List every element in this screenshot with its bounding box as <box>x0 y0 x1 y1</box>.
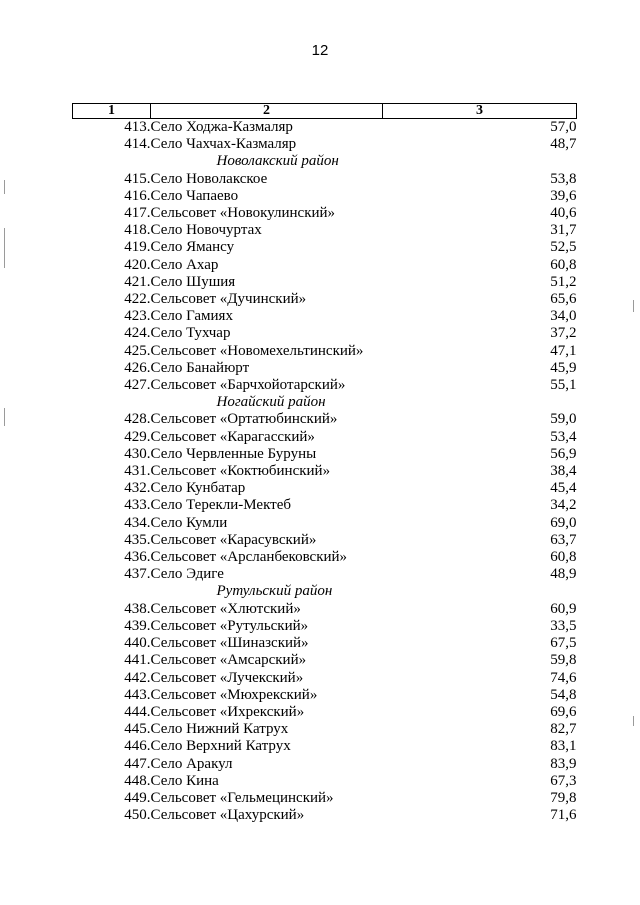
settlement-value: 48,7 <box>550 136 577 153</box>
settlement-name: Село Верхний Катрух <box>150 738 291 755</box>
row-number: 414. <box>124 136 151 153</box>
settlement-value: 53,4 <box>550 428 577 445</box>
row-number: 423. <box>124 308 151 325</box>
settlement-value: 47,1 <box>550 342 577 359</box>
row-number: 433. <box>124 497 151 514</box>
table-row <box>73 497 577 514</box>
table-row <box>73 756 577 773</box>
settlement-name: Сельсовет «Рутульский» <box>150 617 309 634</box>
page-number: 12 <box>311 42 329 59</box>
settlement-value: 60,8 <box>550 549 577 566</box>
settlement-value: 69,0 <box>550 514 577 531</box>
settlement-name: Сельсовет «Лучекский» <box>150 669 304 686</box>
settlement-name: Село Чапаево <box>150 187 239 204</box>
row-number: 445. <box>124 721 151 738</box>
row-number: 434. <box>124 514 151 531</box>
settlement-name: Сельсовет «Карагасский» <box>150 428 315 445</box>
settlement-name: Село Новолакское <box>150 170 268 187</box>
settlement-name: Село Ахар <box>150 256 219 273</box>
row-number: 432. <box>124 480 151 497</box>
table-row <box>73 222 577 239</box>
settlement-value: 45,4 <box>550 480 577 497</box>
column-header: 2 <box>151 104 383 119</box>
table-row <box>73 360 577 377</box>
settlement-value: 34,2 <box>550 497 577 514</box>
settlement-value: 33,5 <box>550 617 577 634</box>
table-row <box>73 343 577 360</box>
settlement-value: 82,7 <box>550 721 577 738</box>
row-number: 446. <box>124 738 151 755</box>
settlement-value: 34,0 <box>550 308 577 325</box>
district-heading-row <box>73 153 577 170</box>
row-number: 413. <box>124 119 151 135</box>
settlement-value: 63,7 <box>550 531 577 548</box>
table-body <box>73 119 577 825</box>
row-number: 448. <box>124 772 151 789</box>
settlement-name: Село Тухчар <box>150 325 231 342</box>
row-number: 435. <box>124 531 151 548</box>
table-row <box>73 136 577 153</box>
table-row <box>73 308 577 325</box>
settlement-value: 67,5 <box>550 635 577 652</box>
settlement-name: Сельсовет «Карасувский» <box>150 531 317 548</box>
settlement-name: Село Червленные Буруны <box>150 445 317 462</box>
row-number: 425. <box>124 342 151 359</box>
row-number: 439. <box>124 617 151 634</box>
settlement-name: Сельсовет «Новокулинский» <box>150 205 336 222</box>
table-row <box>73 429 577 446</box>
settlement-name: Село Ходжа-Казмаляр <box>150 119 293 135</box>
row-number: 440. <box>124 635 151 652</box>
table-row <box>73 566 577 583</box>
table-row <box>73 377 577 394</box>
table-row <box>73 704 577 721</box>
settlement-value: 83,9 <box>550 755 577 772</box>
row-number: 437. <box>124 566 151 583</box>
settlement-name: Село Гамиях <box>150 308 233 325</box>
settlement-name: Село Кунбатар <box>150 480 246 497</box>
district-heading: Рутульский район <box>216 583 333 600</box>
settlement-value: 40,6 <box>550 205 577 222</box>
settlement-value: 60,9 <box>550 600 577 617</box>
table-row <box>73 171 577 188</box>
settlement-name: Сельсовет «Хлютский» <box>150 600 301 617</box>
row-number: 424. <box>124 325 151 342</box>
settlements-table <box>72 103 577 824</box>
settlement-name: Сельсовет «Новомехельтинский» <box>150 342 364 359</box>
table-row <box>73 291 577 308</box>
settlement-name: Село Чахчах-Казмаляр <box>150 136 297 153</box>
settlement-name: Село Шушия <box>150 273 236 290</box>
row-number: 443. <box>124 686 151 703</box>
row-number: 427. <box>124 377 151 394</box>
settlement-name: Сельсовет «Ихрекский» <box>150 703 305 720</box>
table-row <box>73 257 577 274</box>
settlement-value: 65,6 <box>550 291 577 308</box>
district-heading: Ногайский район <box>216 394 326 411</box>
settlement-name: Сельсовет «Барчхойотарский» <box>150 377 346 394</box>
row-number: 444. <box>124 703 151 720</box>
settlement-value: 51,2 <box>550 273 577 290</box>
settlement-name: Село Новочуртах <box>150 222 262 239</box>
settlement-name: Село Кина <box>150 772 219 789</box>
district-heading-row <box>73 583 577 600</box>
settlement-value: 38,4 <box>550 463 577 480</box>
table-row <box>73 618 577 635</box>
settlement-value: 39,6 <box>550 187 577 204</box>
row-number: 429. <box>124 428 151 445</box>
column-header: 1 <box>73 104 151 119</box>
row-number: 447. <box>124 755 151 772</box>
settlement-name: Село Эдиге <box>150 566 224 583</box>
row-number: 428. <box>124 411 151 428</box>
settlement-name: Сельсовет «Коктюбинский» <box>150 463 331 480</box>
table-row <box>73 532 577 549</box>
settlement-value: 57,0 <box>550 119 577 135</box>
table-row <box>73 687 577 704</box>
district-heading-row <box>73 394 577 411</box>
table-row <box>73 274 577 291</box>
settlement-value: 54,8 <box>550 686 577 703</box>
settlement-name: Сельсовет «Дучинский» <box>150 291 307 308</box>
settlement-value: 37,2 <box>550 325 577 342</box>
settlement-name: Село Нижний Катрух <box>150 721 289 738</box>
table-row <box>73 773 577 790</box>
table-row <box>73 549 577 566</box>
settlement-value: 53,8 <box>550 170 577 187</box>
row-number: 430. <box>124 445 151 462</box>
settlement-name: Сельсовет «Арсланбековский» <box>150 549 348 566</box>
settlement-name: Село Банайюрт <box>150 359 250 376</box>
row-number: 415. <box>124 170 151 187</box>
settlement-value: 48,9 <box>550 566 577 583</box>
table-row <box>73 205 577 222</box>
settlement-name: Сельсовет «Гельмецинский» <box>150 789 334 806</box>
table-row <box>73 239 577 256</box>
table-row <box>73 446 577 463</box>
settlement-value: 59,8 <box>550 652 577 669</box>
row-number: 421. <box>124 273 151 290</box>
settlement-name: Село Аракул <box>150 755 233 772</box>
settlement-name: Село Терекли-Мектеб <box>150 497 292 514</box>
column-header: 3 <box>383 104 577 119</box>
table-row <box>73 188 577 205</box>
table-row <box>73 411 577 428</box>
table-row <box>73 652 577 669</box>
row-number: 416. <box>124 187 151 204</box>
settlement-name: Сельсовет «Мюхрекский» <box>150 686 318 703</box>
row-number: 418. <box>124 222 151 239</box>
table-row <box>73 738 577 755</box>
row-number: 436. <box>124 549 151 566</box>
row-number: 420. <box>124 256 151 273</box>
row-number: 426. <box>124 359 151 376</box>
settlement-value: 59,0 <box>550 411 577 428</box>
settlement-name: Село Кумли <box>150 514 228 531</box>
settlement-name: Сельсовет «Цахурский» <box>150 807 305 824</box>
settlement-name: Сельсовет «Амсарский» <box>150 652 307 669</box>
settlement-value: 31,7 <box>550 222 577 239</box>
row-number: 419. <box>124 239 151 256</box>
row-number: 438. <box>124 600 151 617</box>
table-row <box>73 807 577 824</box>
row-number: 441. <box>124 652 151 669</box>
table-row <box>73 635 577 652</box>
table-row <box>73 721 577 738</box>
settlement-name: Сельсовет «Ортатюбинский» <box>150 411 338 428</box>
settlement-name: Село Ямансу <box>150 239 235 256</box>
row-number: 450. <box>124 807 151 824</box>
settlement-value: 60,8 <box>550 256 577 273</box>
table-row <box>73 480 577 497</box>
settlement-value: 74,6 <box>550 669 577 686</box>
row-number: 449. <box>124 789 151 806</box>
table-row <box>73 119 577 137</box>
settlement-value: 56,9 <box>550 445 577 462</box>
settlement-value: 79,8 <box>550 789 577 806</box>
row-number: 442. <box>124 669 151 686</box>
row-number: 431. <box>124 463 151 480</box>
row-number: 417. <box>124 205 151 222</box>
table-row <box>73 515 577 532</box>
settlement-value: 45,9 <box>550 359 577 376</box>
settlement-value: 67,3 <box>550 772 577 789</box>
settlement-value: 83,1 <box>550 738 577 755</box>
settlement-value: 55,1 <box>550 377 577 394</box>
table-row <box>73 670 577 687</box>
row-number: 422. <box>124 291 151 308</box>
district-heading: Новолакский район <box>216 153 339 170</box>
table-header-row <box>73 104 577 119</box>
table-row <box>73 601 577 618</box>
table-row <box>73 463 577 480</box>
settlement-value: 69,6 <box>550 703 577 720</box>
settlement-value: 71,6 <box>550 807 577 824</box>
settlement-name: Сельсовет «Шиназский» <box>150 635 309 652</box>
table-row <box>73 325 577 342</box>
settlement-value: 52,5 <box>550 239 577 256</box>
table-row <box>73 790 577 807</box>
